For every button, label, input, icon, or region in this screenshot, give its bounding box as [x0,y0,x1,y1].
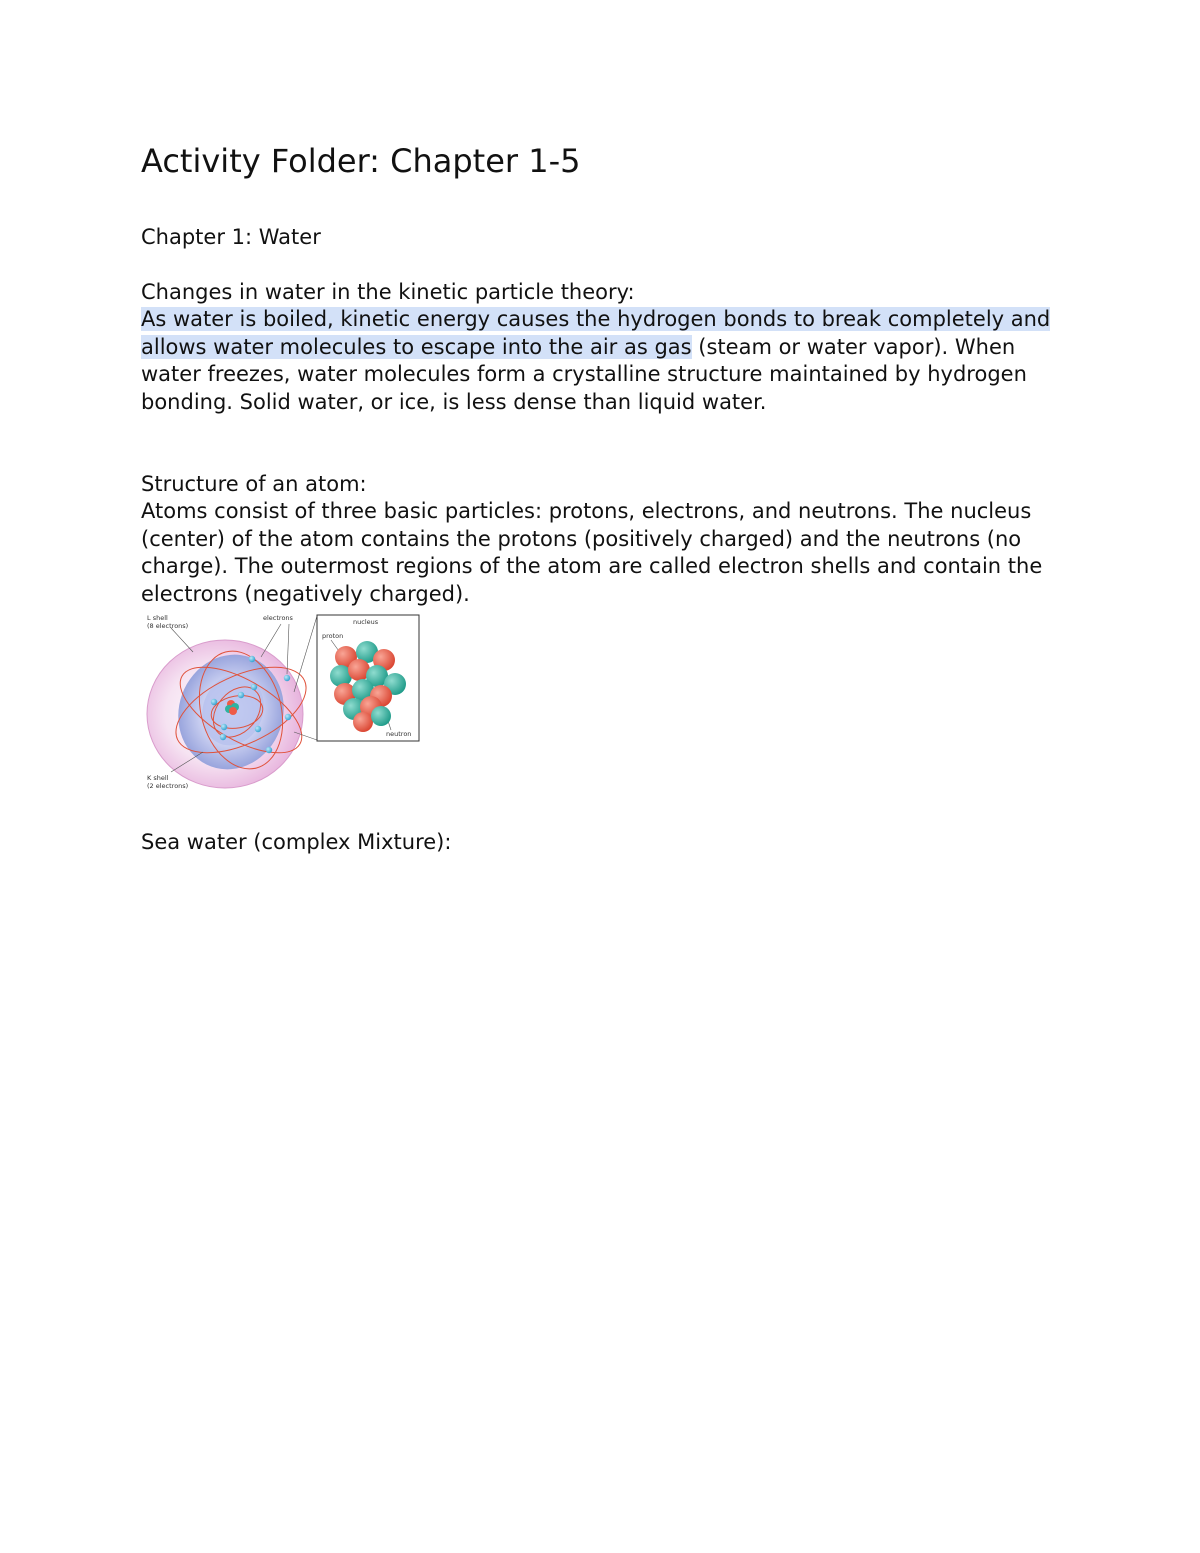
kinetic-heading: Changes in water in the kinetic particle theory: [141,280,635,304]
label-proton: proton [322,632,344,640]
highlighted-text[interactable]: As water is boiled, kinetic energy causes the hydrogen bonds to break completely and allows water molecules to escape into the air as gas [141,307,1051,359]
atom-structure-figure [141,612,423,798]
label-electrons: electrons [263,614,293,622]
nucleus-inset [317,615,419,741]
kinetic-text: (steam or water vapor). When water freezes, water molecules form a crystalline structure maintained by hydrogen bonding. Solid water, or ice, is less dense than liquid water. [141,334,1027,414]
atom-paragraph: Atoms consist of three basic particles: protons, electrons, and neutrons. The nucleus (center) of the atom contains the protons (positively charged) and the neutrons (no charge). The outermost regions of the atom are called electron shells and contain the electrons (negatively charged). [141,499,1043,606]
sea-water-heading: Sea water (complex Mixture): [141,830,452,854]
label-nucleus: nucleus [353,618,379,626]
label-k-shell: K shell [147,774,169,782]
kinetic-paragraph [141,306,1061,416]
document-title: Activity Folder: Chapter 1-5 [141,142,581,180]
atom-heading: Structure of an atom: [141,472,367,496]
label-k-shell-count: (2 electrons) [147,782,189,790]
label-l-shell: L shell [147,614,168,622]
chapter-heading: Chapter 1: Water [141,225,321,249]
label-neutron: neutron [386,730,412,738]
label-l-shell-count: (8 electrons) [147,622,189,630]
